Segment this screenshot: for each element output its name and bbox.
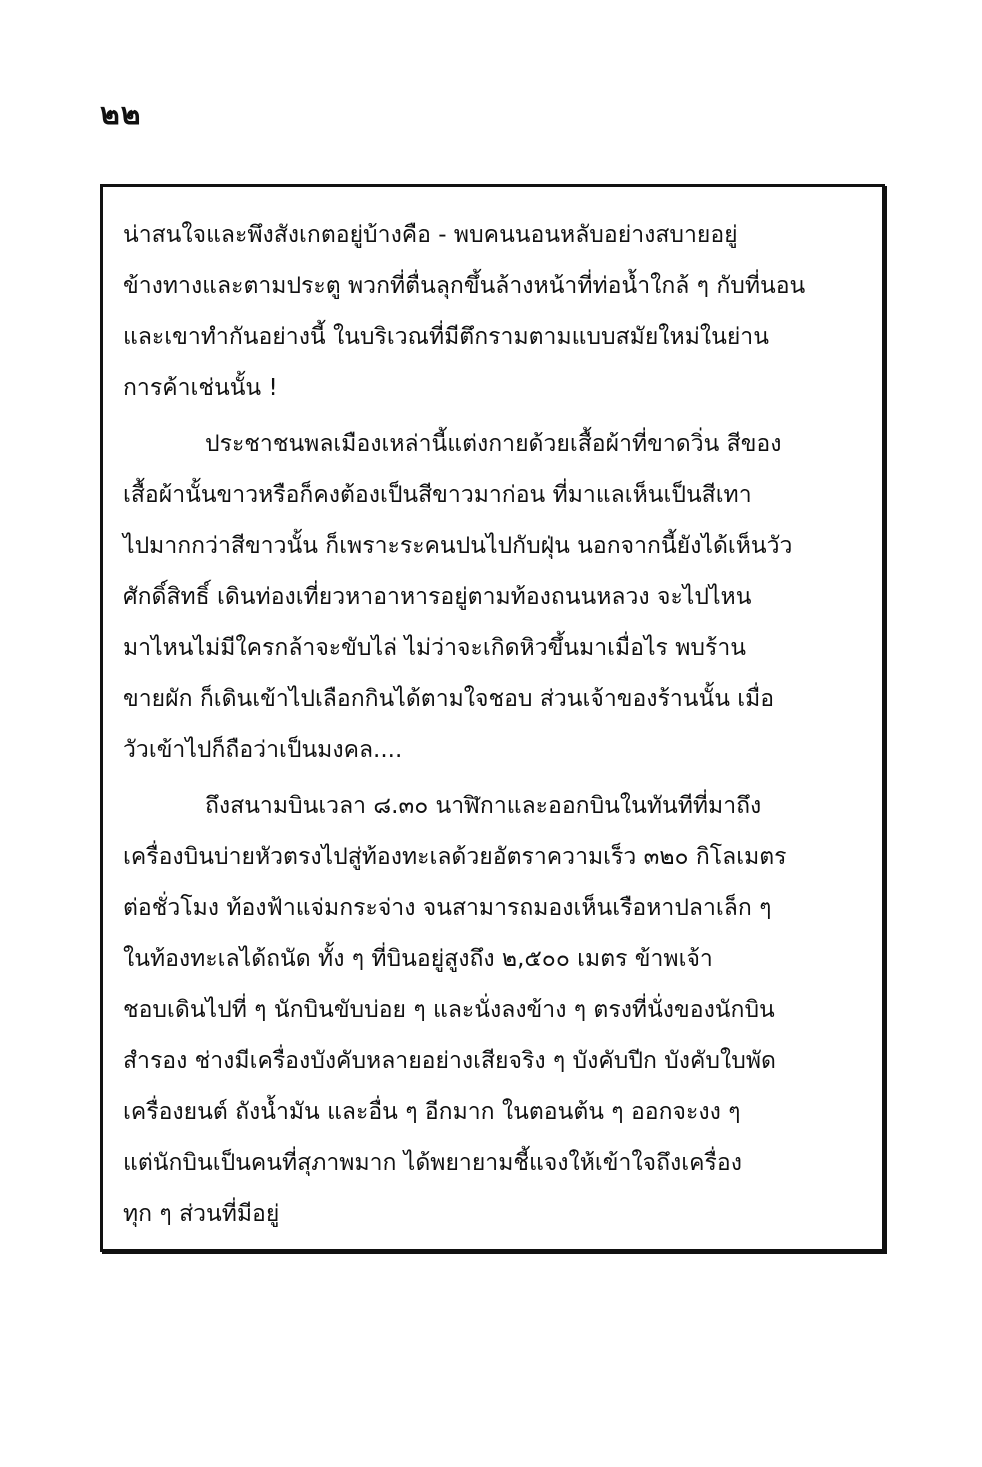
text-line: น่าสนใจและพึงสังเกตอยู่บ้างคือ - พบคนนอนหลับอย่างสบายอยู่ (123, 222, 738, 248)
text-line: เสื้อผ้านั้นขาวหรือก็คงต้องเป็นสีขาวมาก่อน ที่มาแลเห็นเป็นสีเทา (123, 482, 752, 508)
text-line: การค้าเช่นนั้น ! (123, 375, 278, 401)
text-line: ข้างทางและตามประตู พวกที่ตื่นลุกขึ้นล้างหน้าที่ท่อน้ำใกล้ ๆ กับที่นอน (123, 273, 806, 299)
text-line: ประชาชนพลเมืองเหล่านี้แต่งกายด้วยเสื้อผ้าที่ขาดวิ่น สีของ (205, 431, 782, 457)
text-line: มาไหนไม่มีใครกล้าจะขับไล่ ไม่ว่าจะเกิดหิวขึ้นมาเมื่อไร พบร้าน (123, 635, 746, 661)
text-line: ศักดิ์สิทธิ์ เดินท่องเที่ยวหาอาหารอยู่ตามท้องถนนหลวง จะไปไหน (123, 584, 752, 610)
text-line: ถึงสนามบินเวลา ๘.๓๐ นาฬิกาและออกบินในทันทีที่มาถึง (205, 793, 762, 819)
text-line: และเขาทำกันอย่างนี้ ในบริเวณที่มีตึกรามตามแบบสมัยใหม่ในย่าน (123, 324, 769, 350)
text-line: ต่อชั่วโมง ท้องฟ้าแจ่มกระจ่าง จนสามารถมองเห็นเรือหาปลาเล็ก ๆ (123, 895, 772, 921)
text-line: ชอบเดินไปที่ ๆ นักบินขับบ่อย ๆ และนั่งลงข้าง ๆ ตรงที่นั่งของนักบิน (123, 997, 775, 1023)
text-line: เครื่องบินบ่ายหัวตรงไปสู่ท้องทะเลด้วยอัตราความเร็ว ๓๒๐ กิโลเมตร (123, 844, 787, 870)
text-frame (100, 184, 885, 1252)
text-line: ขายผัก ก็เดินเข้าไปเลือกกินได้ตามใจชอบ ส่วนเจ้าของร้านนั้น เมื่อ (123, 686, 775, 712)
page-number: ๒๒ (100, 97, 142, 132)
text-line: ทุก ๆ ส่วนที่มีอยู่ (123, 1201, 280, 1227)
text-line: เครื่องยนต์ ถังน้ำมัน และอื่น ๆ อีกมาก ในตอนต้น ๆ ออกจะงง ๆ (123, 1099, 741, 1125)
text-line: วัวเข้าไปก็ถือว่าเป็นมงคล.... (123, 737, 403, 763)
text-line: สำรอง ช่างมีเครื่องบังคับหลายอย่างเสียจริง ๆ บังคับปีก บังคับใบพัด (123, 1048, 776, 1074)
text-line: ไปมากกว่าสีขาวนั้น ก็เพราะระคนปนไปกับฝุ่น นอกจากนี้ยังได้เห็นวัว (123, 533, 793, 559)
text-line: ในท้องทะเลได้ถนัด ทั้ง ๆ ที่บินอยู่สูงถึง ๒,๕๐๐ เมตร ข้าพเจ้า (123, 946, 713, 972)
text-line: แต่นักบินเป็นคนที่สุภาพมาก ได้พยายามชี้แจงให้เข้าใจถึงเครื่อง (123, 1150, 742, 1176)
